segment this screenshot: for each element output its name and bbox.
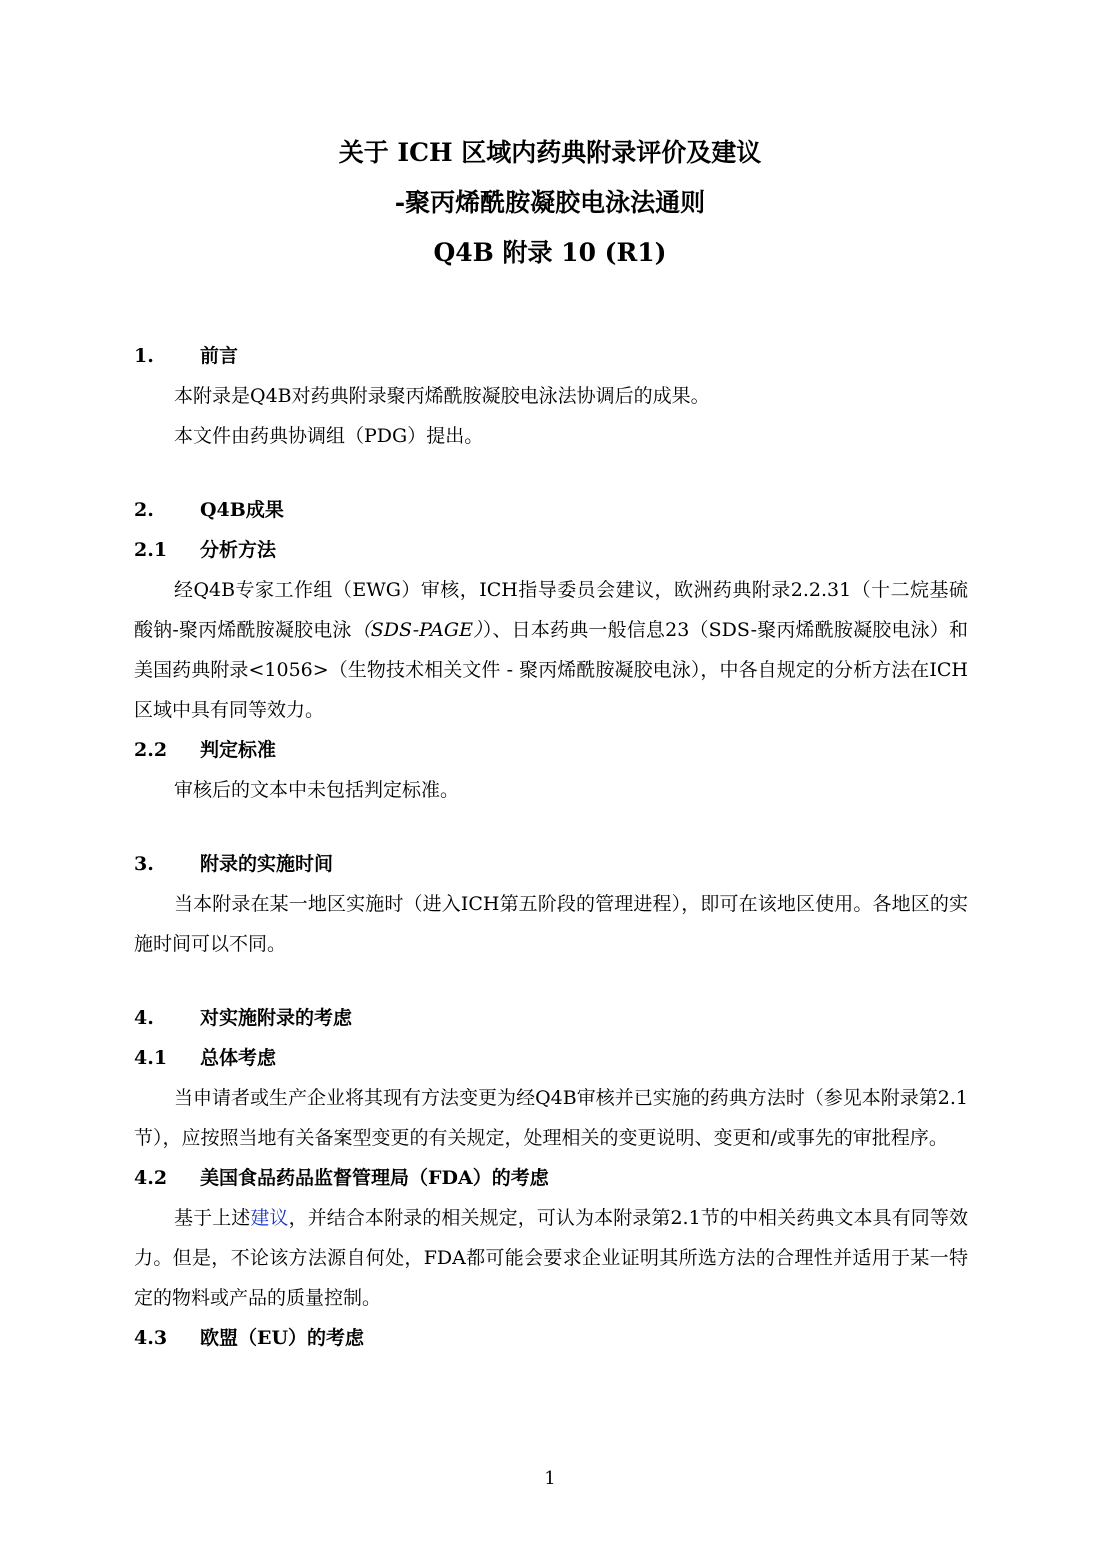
section-2-1-heading <box>134 530 968 570</box>
section-number: 2.2 <box>134 739 168 761</box>
title-line-1: 关于 ICH 区域内药典附录评价及建议 <box>338 138 762 167</box>
paragraph-text: 经Q4B专家工作组（EWG）审核，ICH指导委员会建议，欧洲药典附录2.2.31（十二烷基硫酸钠-聚丙烯酰胺凝胶电泳 <box>134 579 968 641</box>
section-4-heading <box>134 998 968 1038</box>
sds-page-italic: （SDS-PAGE） <box>351 619 483 641</box>
section-3-heading <box>134 844 968 884</box>
section-2-1-paragraph <box>134 570 968 730</box>
section-title: 附录的实施时间 <box>200 853 334 875</box>
section-1-paragraph-1: 本附录是Q4B对药典附录聚丙烯酰胺凝胶电泳法协调后的成果。 <box>174 385 710 407</box>
section-4-2-heading <box>134 1158 968 1198</box>
recommendation-link[interactable]: 建议 <box>250 1207 289 1229</box>
section-title: 美国食品药品监督管理局（FDA）的考虑 <box>200 1167 549 1189</box>
paragraph-text: ）、日本药典一般信息23（SDS-聚丙烯酰胺凝胶电泳）和美国药典附录<1056>（生物技术相关文件 - 聚丙烯酰胺凝胶电泳），中各自规定的分析方法在ICH区域中具有同等效力。 <box>134 619 968 721</box>
section-title: 欧盟（EU）的考虑 <box>200 1327 365 1349</box>
section-title: 前言 <box>200 345 239 367</box>
page-number: 1 <box>544 1468 556 1489</box>
section-number: 4.2 <box>134 1167 168 1189</box>
section-spacer <box>134 964 968 998</box>
document-body <box>134 336 968 1358</box>
section-title: 判定标准 <box>200 739 277 761</box>
section-4-1-heading <box>134 1038 968 1078</box>
section-number: 2.1 <box>134 539 168 561</box>
title-line-3: Q4B 附录 10 (R1) <box>433 238 667 267</box>
section-2-2-heading <box>134 730 968 770</box>
section-title: Q4B成果 <box>200 499 284 521</box>
section-4-3-heading <box>134 1318 968 1358</box>
title-line-2: -聚丙烯酰胺凝胶电泳法通则 <box>394 188 706 217</box>
section-number: 3. <box>134 853 154 875</box>
section-title: 总体考虑 <box>200 1047 277 1069</box>
section-1-paragraph-2: 本文件由药典协调组（PDG）提出。 <box>174 425 484 447</box>
section-4-2-paragraph <box>134 1198 968 1318</box>
section-spacer <box>134 456 968 490</box>
section-number: 4. <box>134 1007 154 1029</box>
section-3-paragraph: 当本附录在某一地区实施时（进入ICH第五阶段的管理进程），即可在该地区使用。各地区的实施时间可以不同。 <box>134 893 968 955</box>
paragraph-text: 基于上述 <box>174 1207 251 1229</box>
section-number: 1. <box>134 345 154 367</box>
paragraph-text: ，并结合本附录的相关规定，可认为本附录第2.1节的中相关药典文本具有同等效力。但是，不论该方法源自何处，FDA都可能会要求企业证明其所选方法的合理性并适用于某一特定的物料或产品的质量控制。 <box>134 1207 968 1309</box>
section-number: 2. <box>134 499 154 521</box>
section-2-2-paragraph: 审核后的文本中未包括判定标准。 <box>174 779 460 801</box>
section-2-heading <box>134 490 968 530</box>
section-title: 对实施附录的考虑 <box>200 1007 353 1029</box>
section-number: 4.1 <box>134 1047 168 1069</box>
section-number: 4.3 <box>134 1327 168 1349</box>
section-title: 分析方法 <box>200 539 277 561</box>
section-4-1-paragraph: 当申请者或生产企业将其现有方法变更为经Q4B审核并已实施的药典方法时（参见本附录第2.1节），应按照当地有关备案型变更的有关规定，处理相关的变更说明、变更和/或事先的审批程序。 <box>134 1087 968 1149</box>
section-spacer <box>134 810 968 844</box>
section-1-heading <box>134 336 968 376</box>
document-title <box>0 128 1100 278</box>
